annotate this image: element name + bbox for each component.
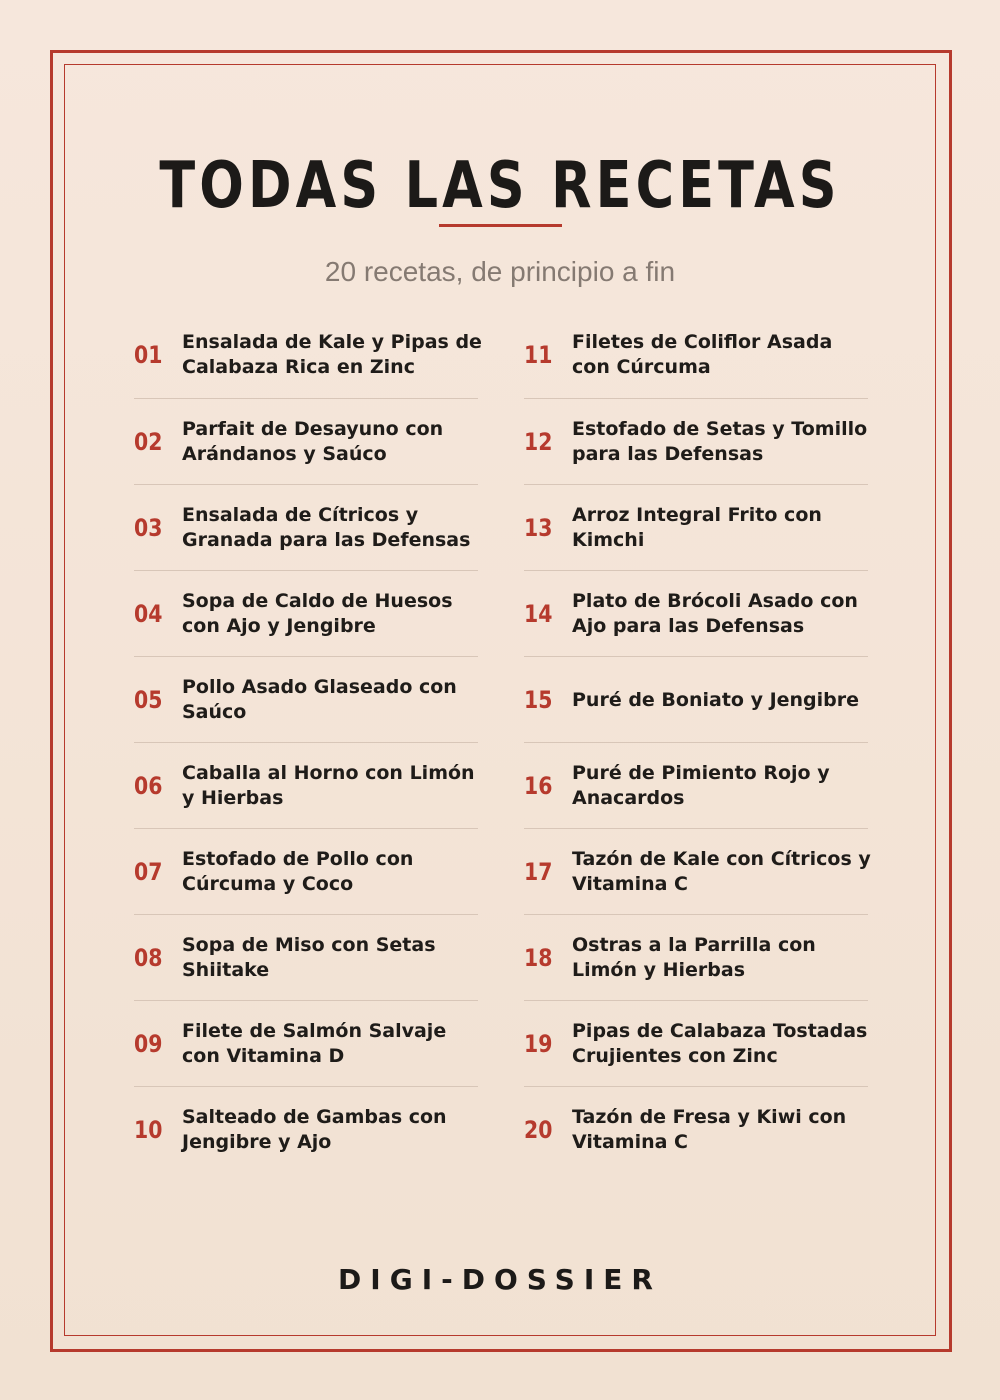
recipe-name-wrap bbox=[572, 399, 872, 485]
recipe-number: 02 bbox=[134, 428, 163, 456]
recipe-name-wrap bbox=[182, 1087, 482, 1173]
recipe-number: 10 bbox=[134, 1116, 163, 1144]
recipe-name-wrap bbox=[572, 1087, 872, 1173]
recipe-name: Parfait de Desayuno con Arándanos y Saúco bbox=[182, 418, 444, 465]
recipe-name: Ensalada de Cítricos y Granada para las Defensas bbox=[182, 504, 471, 551]
recipe-name: Pipas de Calabaza Tostadas Crujientes con Zinc bbox=[572, 1020, 868, 1067]
brand-footer: DIGI-DOSSIER bbox=[338, 1263, 662, 1296]
recipe-number: 03 bbox=[134, 514, 163, 542]
recipe-item bbox=[134, 1086, 478, 1173]
recipe-item bbox=[134, 398, 478, 485]
recipe-item bbox=[524, 1086, 868, 1173]
recipe-name: Puré de Pimiento Rojo y Anacardos bbox=[572, 762, 830, 809]
recipe-name-wrap bbox=[572, 1001, 872, 1087]
recipe-name: Arroz Integral Frito con Kimchi bbox=[572, 504, 822, 551]
recipe-name: Filetes de Coliflor Asada con Cúrcuma bbox=[572, 331, 833, 378]
recipe-item bbox=[134, 656, 478, 743]
recipe-name-wrap bbox=[182, 743, 482, 829]
recipe-item bbox=[134, 1000, 478, 1087]
recipe-name-wrap bbox=[182, 829, 482, 915]
recipe-name: Salteado de Gambas con Jengibre y Ajo bbox=[182, 1106, 447, 1153]
recipe-name-wrap bbox=[182, 485, 482, 571]
recipe-name-wrap bbox=[572, 312, 872, 398]
recipe-item bbox=[524, 484, 868, 571]
recipe-number: 11 bbox=[524, 341, 553, 369]
recipe-name-wrap bbox=[572, 571, 872, 657]
recipe-name-wrap bbox=[182, 571, 482, 657]
recipe-name-wrap bbox=[572, 829, 872, 915]
recipe-name: Caballa al Horno con Limón y Hierbas bbox=[182, 762, 475, 809]
recipe-item bbox=[524, 570, 868, 657]
recipe-number: 07 bbox=[134, 858, 163, 886]
recipe-name-wrap bbox=[572, 915, 872, 1001]
recipe-name: Pollo Asado Glaseado con Saúco bbox=[182, 676, 457, 723]
recipe-item bbox=[524, 656, 868, 743]
page-title: TODAS LAS RECETAS bbox=[159, 149, 841, 223]
recipe-name: Filete de Salmón Salvaje con Vitamina D bbox=[182, 1020, 447, 1067]
recipe-name-wrap bbox=[572, 743, 872, 829]
recipe-name: Plato de Brócoli Asado con Ajo para las Defensas bbox=[572, 590, 858, 637]
recipe-item bbox=[134, 742, 478, 829]
recipe-number: 17 bbox=[524, 858, 553, 886]
recipe-item bbox=[134, 828, 478, 915]
recipe-name-wrap bbox=[182, 312, 482, 398]
recipe-name-wrap bbox=[572, 657, 872, 743]
recipe-name-wrap bbox=[182, 1001, 482, 1087]
recipe-name-wrap bbox=[182, 915, 482, 1001]
recipe-item bbox=[524, 828, 871, 915]
recipe-name: Sopa de Caldo de Huesos con Ajo y Jengibre bbox=[182, 590, 453, 637]
recipe-name: Estofado de Setas y Tomillo para las Defensas bbox=[572, 418, 868, 465]
recipe-number: 09 bbox=[134, 1030, 163, 1058]
recipe-item bbox=[524, 1000, 868, 1087]
recipe-number: 18 bbox=[524, 944, 553, 972]
recipe-number: 20 bbox=[524, 1116, 553, 1144]
recipe-number: 15 bbox=[524, 686, 553, 714]
recipe-name-wrap bbox=[572, 485, 872, 571]
recipe-item bbox=[524, 914, 868, 1001]
recipe-name: Puré de Boniato y Jengibre bbox=[572, 688, 860, 711]
recipe-number: 04 bbox=[134, 600, 163, 628]
recipe-name-wrap bbox=[182, 399, 482, 485]
recipe-name: Tazón de Fresa y Kiwi con Vitamina C bbox=[572, 1106, 847, 1153]
recipe-number: 05 bbox=[134, 686, 163, 714]
recipe-number: 06 bbox=[134, 772, 163, 800]
recipe-number: 08 bbox=[134, 944, 163, 972]
recipe-item bbox=[524, 398, 868, 485]
recipe-number: 01 bbox=[134, 341, 163, 369]
recipe-name: Tazón de Kale con Cítricos y Vitamina C bbox=[572, 848, 871, 895]
recipe-name: Ensalada de Kale y Pipas de Calabaza Rica en Zinc bbox=[182, 331, 482, 378]
recipe-name: Ostras a la Parrilla con Limón y Hierbas bbox=[572, 934, 816, 981]
recipe-item bbox=[134, 484, 478, 571]
recipe-item bbox=[134, 570, 478, 657]
recipe-item bbox=[134, 914, 478, 1001]
recipe-number: 16 bbox=[524, 772, 553, 800]
recipe-name-wrap bbox=[182, 657, 482, 743]
recipe-number: 12 bbox=[524, 428, 553, 456]
recipe-number: 14 bbox=[524, 600, 553, 628]
recipe-number: 13 bbox=[524, 514, 553, 542]
recipe-number: 19 bbox=[524, 1030, 553, 1058]
recipe-name: Estofado de Pollo con Cúrcuma y Coco bbox=[182, 848, 414, 895]
recipe-name: Sopa de Miso con Setas Shiitake bbox=[182, 934, 436, 981]
recipe-item bbox=[524, 742, 868, 829]
recipe-item bbox=[134, 312, 482, 398]
recipe-item bbox=[524, 312, 868, 398]
page-subtitle: 20 recetas, de principio a fin bbox=[324, 256, 676, 287]
title-underline bbox=[439, 224, 562, 227]
